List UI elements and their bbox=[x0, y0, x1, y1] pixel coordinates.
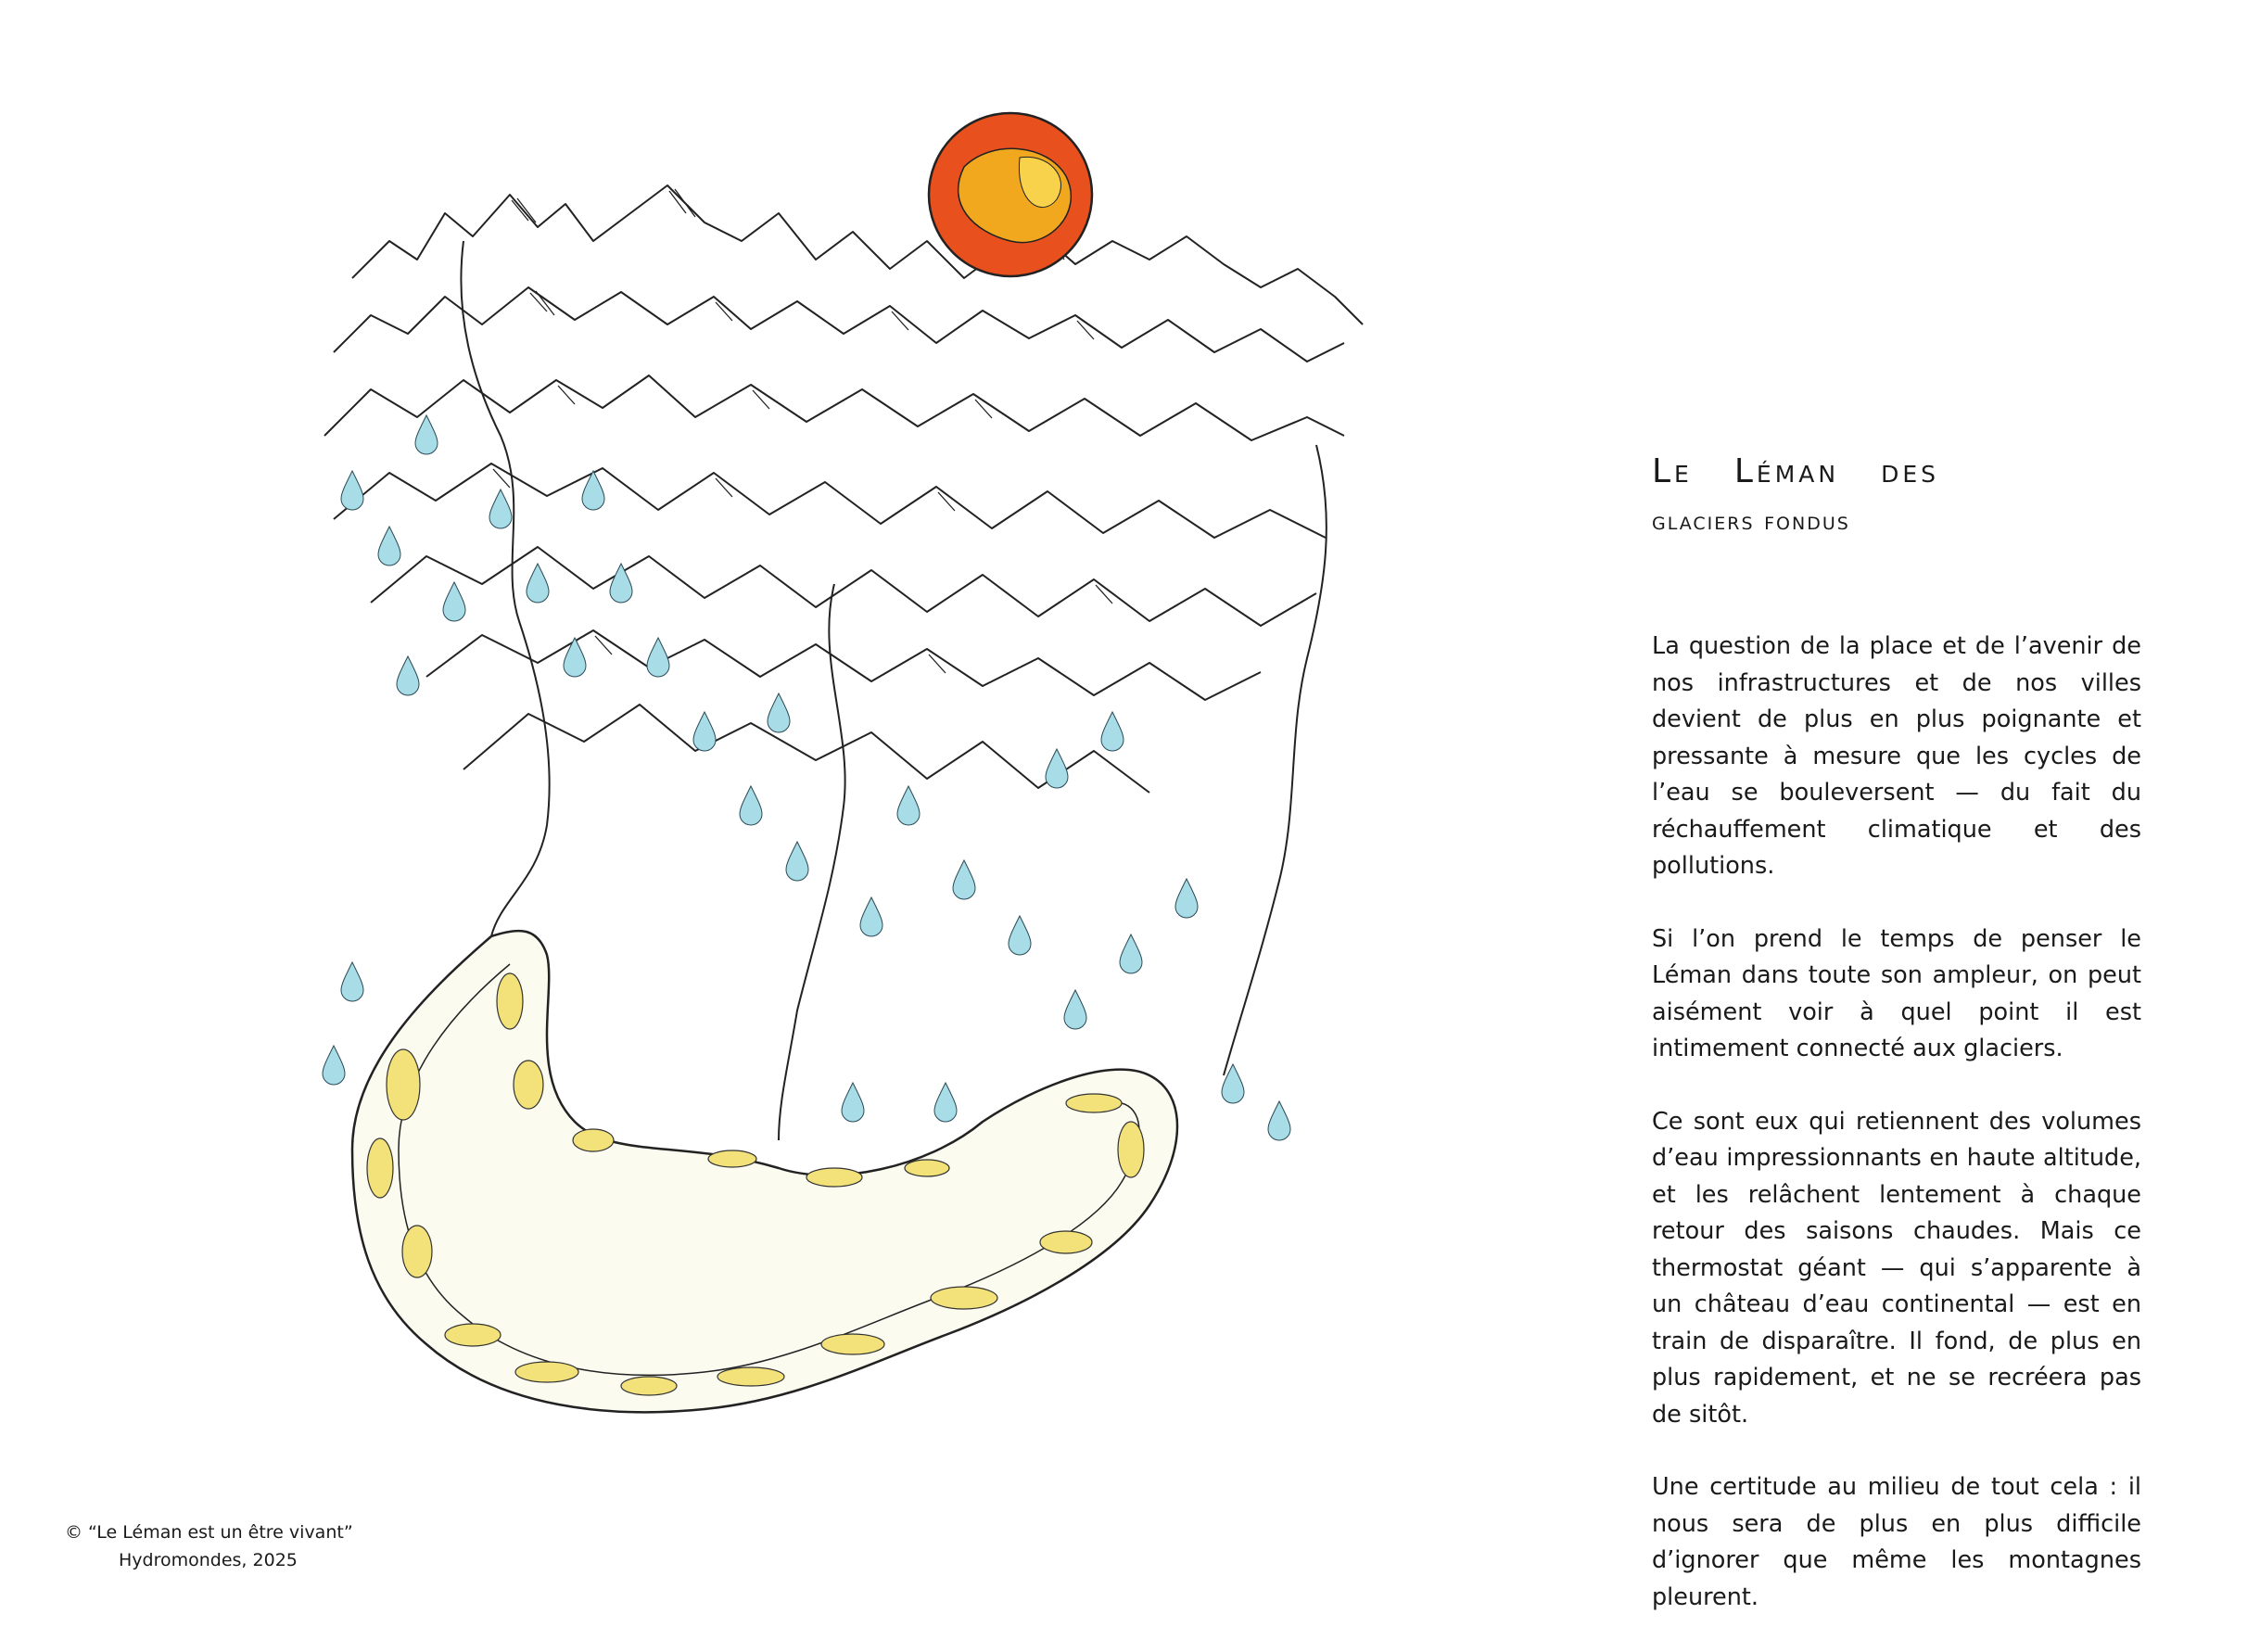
sun-icon bbox=[929, 113, 1092, 276]
paragraph: Si l’on prend le temps de penser le Léman dans toute son ampleur, on peut aisément voir à quel point il est intimement connecté aux glaciers. bbox=[1652, 924, 2141, 1062]
copyright-credit bbox=[65, 1519, 353, 1574]
title-word: Le bbox=[1652, 452, 1693, 490]
title-word: des bbox=[1881, 452, 1939, 490]
page-title bbox=[1652, 452, 2190, 536]
paragraph: Une certitude au milieu de tout cela : il nous sera de plus en plus difficile d’ignorer que même les montagnes pleurent. bbox=[1652, 1473, 2141, 1611]
mountain-ridges bbox=[324, 185, 1363, 793]
body-text bbox=[1652, 629, 2141, 1652]
title-line-2: glaciers fondus bbox=[1652, 507, 1850, 536]
title-word: Léman bbox=[1733, 452, 1840, 490]
paragraph: La question de la place et de l’avenir de nos infrastructures et de nos villes devient de plus en plus poignante et pressante à mesure que les cycles de l’eau se bouleversent — du fait du réchauffement climatique et des pollutions. bbox=[1652, 632, 2141, 880]
glacier-lake-illustration bbox=[315, 102, 1483, 1455]
credit-line-1: © “Le Léman est un être vivant” bbox=[65, 1522, 353, 1543]
river-channels bbox=[461, 241, 1327, 1140]
paragraph: Ce sont eux qui retiennent des volumes d’eau impressionnants en haute altitude, et les relâchent lentement à chaque retour des saisons chaudes. Mais ce thermostat géant — qui s’apparente à un château d’eau continental — est en train de disparaître. Il fond, de plus en plus rapidement, et ne se recréera pas de sitôt. bbox=[1652, 1107, 2141, 1429]
credit-line-2: Hydromondes, 2025 bbox=[119, 1550, 298, 1570]
